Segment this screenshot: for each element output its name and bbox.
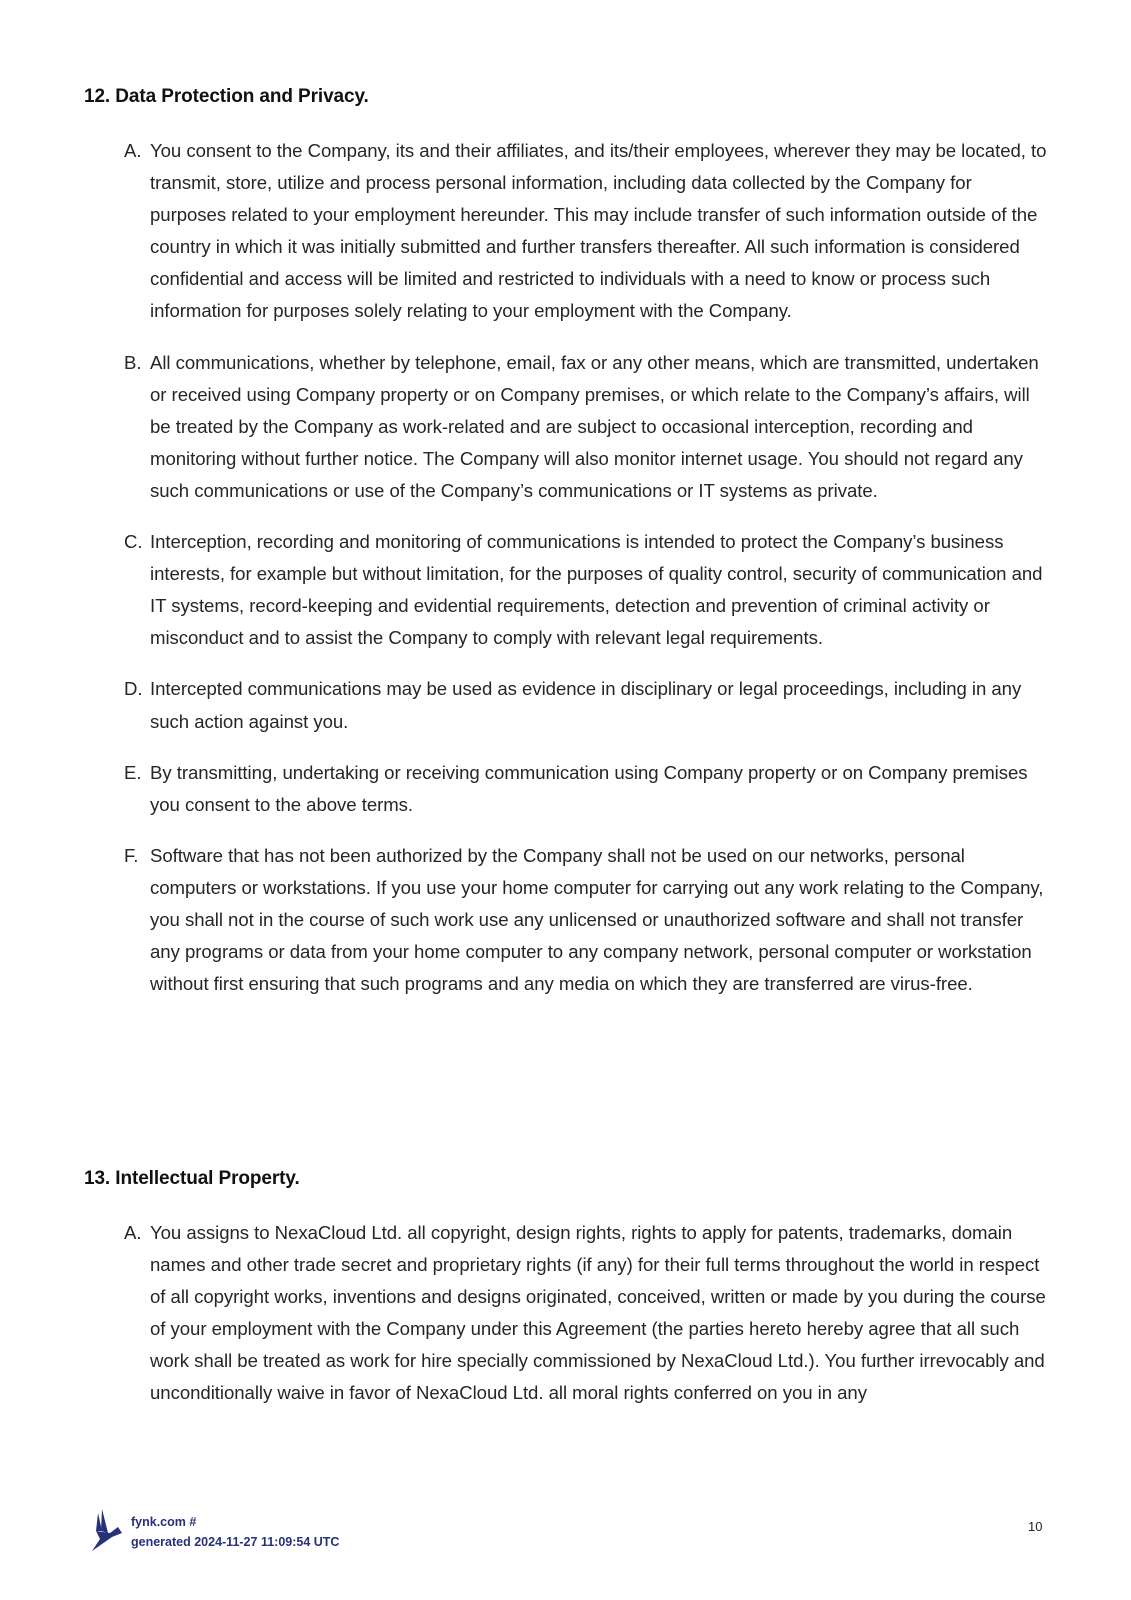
- clause-12-a: [124, 135, 1049, 328]
- clause-12-b: [124, 347, 1049, 507]
- section-13-list: [124, 1217, 1049, 1429]
- footer-generator-info: [131, 1512, 339, 1552]
- section-13-title: 13. Intellectual Property.: [84, 1168, 300, 1189]
- clause-13-a: [124, 1217, 1049, 1410]
- clause-text: You consent to the Company, its and their affiliates, and its/their employees, wherever they may be located, to transmit, store, utilize and process personal information, including data collected by the Company for purposes related to your employment hereunder. This may include transfer of such information outside of the country in which it was initially submitted and further transfers thereafter. All such information is considered confidential and access will be limited and restricted to individuals with a need to know or process such information for purposes solely relating to your employment with the Company.: [150, 140, 1047, 322]
- clause-label: E.: [124, 761, 142, 783]
- clause-text: Software that has not been authorized by the Company shall not be used on our networks, personal computers or workstations. If you use your home computer for carrying out any work relating to the Company, you shall not in the course of such work use any unlicensed or unauthorized software and shall not transfer any programs or data from your home computer to any company network, personal computer or workstation without first ensuring that such programs and any media on which they are transferred are virus-free.: [150, 844, 1044, 995]
- page-number: 10: [1028, 1519, 1043, 1534]
- fynk-bird-logo-icon: [88, 1509, 126, 1551]
- clause-label: C.: [124, 531, 143, 553]
- clause-12-d: [124, 673, 1049, 737]
- section-12-title: 12. Data Protection and Privacy.: [84, 86, 369, 107]
- clause-label: D.: [124, 678, 143, 700]
- section-12-list: [124, 135, 1049, 1019]
- footer-generated-timestamp: generated 2024-11-27 11:09:54 UTC: [131, 1535, 340, 1549]
- clause-12-c: [124, 526, 1049, 654]
- clause-text: Intercepted communications may be used as evidence in disciplinary or legal proceedings, including in any such action against you.: [150, 678, 1022, 732]
- clause-text: All communications, whether by telephone, email, fax or any other means, which are transmitted, undertaken or received using Company property or on Company premises, or which relate to the Company’s affairs, will be treated by the Company as work-related and are subject to occasional interception, recording and monitoring without further notice. The Company will also monitor internet usage. You should not regard any such communications or use of the Company’s communications or IT systems as private.: [150, 351, 1039, 501]
- clause-12-f: [124, 840, 1049, 1000]
- clause-label: B.: [124, 351, 142, 373]
- footer-brand-link[interactable]: fynk.com #: [131, 1515, 197, 1529]
- clause-text: By transmitting, undertaking or receiving communication using Company property or on Company premises you consent to the above terms.: [150, 761, 1028, 815]
- clause-text: You assigns to NexaCloud Ltd. all copyright, design rights, rights to apply for patents, trademarks, domain names and other trade secret and proprietary rights (if any) for their full terms throughout the world in respect of all copyright works, inventions and designs originated, conceived, written or made by you during the course of your employment with the Company under this Agreement (the parties hereto hereby agree that all such work shall be treated as work for hire specially commissioned by NexaCloud Ltd.). You further irrevocably and unconditionally waive in favor of NexaCloud Ltd. all moral rights conferred on you in any: [150, 1222, 1046, 1404]
- clause-label: F.: [124, 844, 139, 866]
- clause-label: A.: [124, 140, 142, 161]
- clause-label: A.: [124, 1222, 142, 1243]
- clause-text: Interception, recording and monitoring of communications is intended to protect the Company’s business interests, for example but without limitation, for the purposes of quality control, security of communication and IT systems, record-keeping and evidential requirements, detection and prevention of criminal activity or misconduct and to assist the Company to comply with relevant legal requirements.: [150, 531, 1043, 649]
- clause-12-e: [124, 757, 1049, 821]
